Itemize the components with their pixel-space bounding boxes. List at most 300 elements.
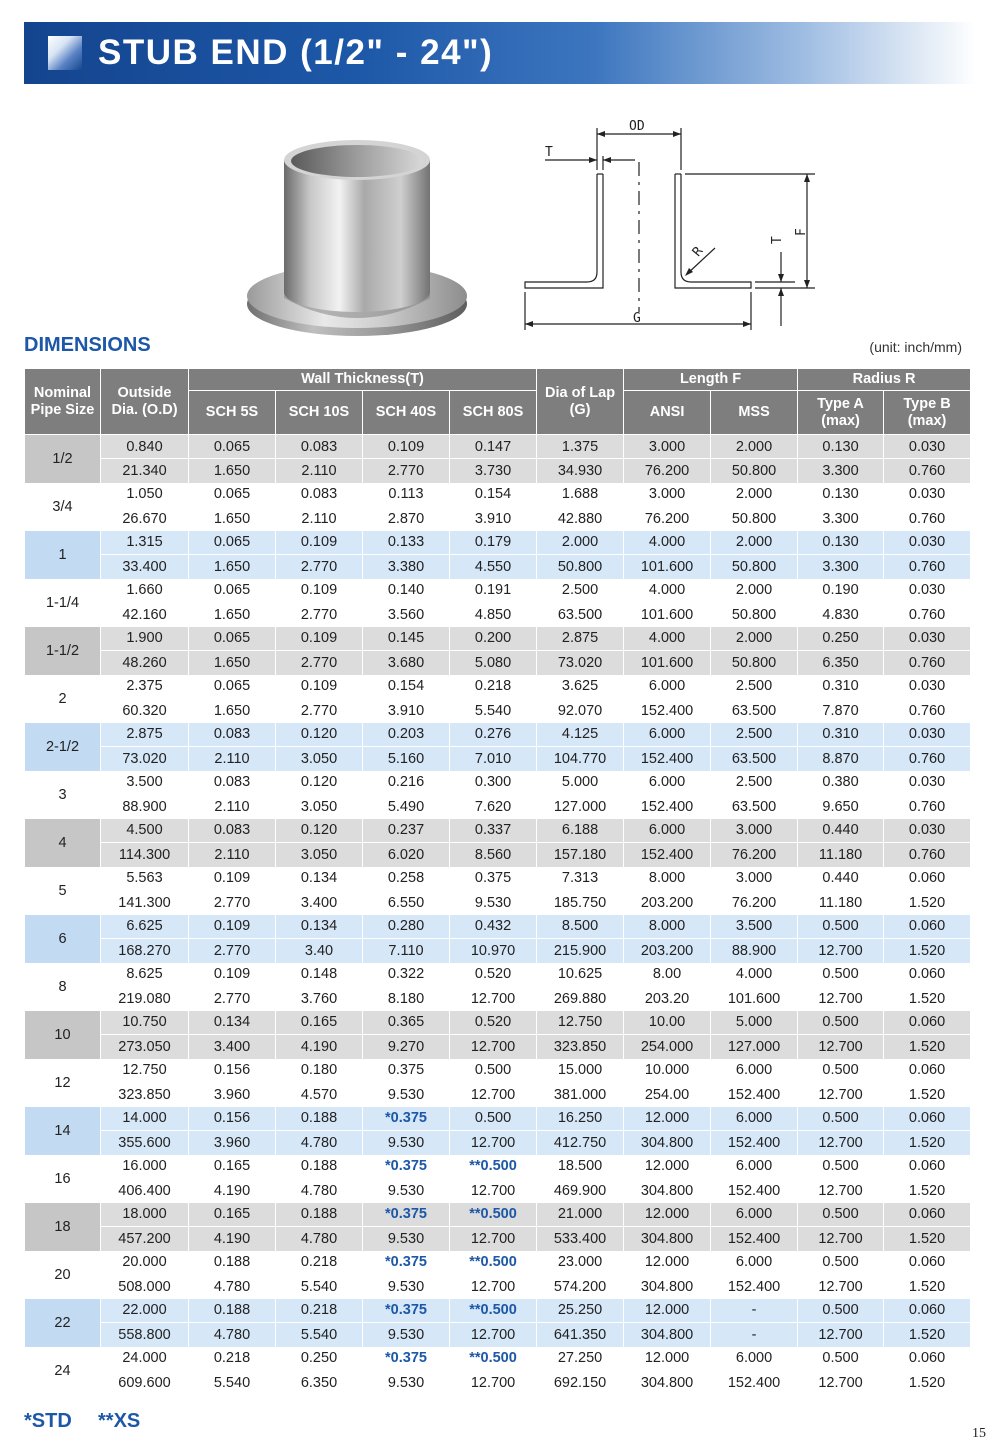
nominal-size-cell: 3 <box>25 771 101 819</box>
table-cell: 4.500 <box>101 819 189 843</box>
table-cell: 203.200 <box>624 891 711 915</box>
table-cell: 0.840 <box>101 435 189 459</box>
table-cell: 2.500 <box>711 771 798 795</box>
table-cell: 50.800 <box>711 555 798 579</box>
table-cell: 16.000 <box>101 1155 189 1179</box>
table-row <box>25 843 971 867</box>
table-cell: 3.40 <box>276 939 363 963</box>
table-cell: 4.850 <box>450 603 537 627</box>
nominal-size-cell: 18 <box>25 1203 101 1251</box>
table-cell: 0.109 <box>276 531 363 555</box>
table-cell: 27.250 <box>537 1347 624 1371</box>
table-cell: 0.030 <box>884 435 971 459</box>
table-cell: 0.065 <box>189 531 276 555</box>
table-cell: 6.000 <box>711 1203 798 1227</box>
table-cell: 1.050 <box>101 483 189 507</box>
header-radius-r: Radius R <box>798 369 971 391</box>
table-cell: 88.900 <box>101 795 189 819</box>
table-cell: 8.000 <box>624 915 711 939</box>
table-cell: 0.154 <box>363 675 450 699</box>
table-cell: 0.380 <box>798 771 884 795</box>
table-cell: 157.180 <box>537 843 624 867</box>
table-cell: 0.188 <box>276 1155 363 1179</box>
table-cell: 8.000 <box>624 867 711 891</box>
table-cell: 0.280 <box>363 915 450 939</box>
table-cell: *0.375 <box>363 1347 450 1371</box>
table-cell: 0.130 <box>798 531 884 555</box>
table-cell: 12.700 <box>450 1083 537 1107</box>
table-row <box>25 1083 971 1107</box>
table-cell: 0.130 <box>798 435 884 459</box>
table-cell: 2.770 <box>276 555 363 579</box>
table-cell: 1.520 <box>884 891 971 915</box>
table-cell: 0.760 <box>884 507 971 531</box>
table-cell: 323.850 <box>537 1035 624 1059</box>
table-cell: 12.750 <box>537 1011 624 1035</box>
nominal-size-cell: 24 <box>25 1347 101 1395</box>
table-cell: 0.500 <box>798 915 884 939</box>
table-cell: 0.109 <box>276 675 363 699</box>
banner-square-icon <box>48 36 82 70</box>
table-cell: 5.540 <box>276 1275 363 1299</box>
table-cell: 9.650 <box>798 795 884 819</box>
table-cell: 8.625 <box>101 963 189 987</box>
table-cell: 2.875 <box>101 723 189 747</box>
table-cell: 0.500 <box>798 1155 884 1179</box>
table-cell: 4.000 <box>624 579 711 603</box>
table-cell: 3.730 <box>450 459 537 483</box>
table-row <box>25 555 971 579</box>
table-cell: 533.400 <box>537 1227 624 1251</box>
table-cell: 0.165 <box>276 1011 363 1035</box>
table-cell: 0.188 <box>189 1251 276 1275</box>
table-cell: 12.000 <box>624 1347 711 1371</box>
nominal-size-cell: 4 <box>25 819 101 867</box>
table-cell: 508.000 <box>101 1275 189 1299</box>
table-cell: 4.780 <box>189 1275 276 1299</box>
table-cell: 0.140 <box>363 579 450 603</box>
table-cell: 12.700 <box>450 1275 537 1299</box>
table-cell: 6.000 <box>711 1155 798 1179</box>
table-cell: 6.350 <box>276 1371 363 1395</box>
table-cell: 42.160 <box>101 603 189 627</box>
table-cell: 88.900 <box>711 939 798 963</box>
table-cell: 0.180 <box>276 1059 363 1083</box>
table-cell: 1.520 <box>884 1131 971 1155</box>
table-cell: 0.760 <box>884 651 971 675</box>
table-cell: 3.760 <box>276 987 363 1011</box>
table-cell: 0.060 <box>884 1107 971 1131</box>
table-cell: 0.030 <box>884 627 971 651</box>
table-cell: 574.200 <box>537 1275 624 1299</box>
table-cell: 127.000 <box>537 795 624 819</box>
table-row <box>25 1059 971 1083</box>
table-cell: 5.540 <box>450 699 537 723</box>
table-cell: 4.000 <box>624 531 711 555</box>
table-cell: 0.760 <box>884 459 971 483</box>
table-cell: 0.250 <box>276 1347 363 1371</box>
table-cell: 406.400 <box>101 1179 189 1203</box>
table-cell: 9.530 <box>363 1323 450 1347</box>
table-cell: 0.500 <box>450 1107 537 1131</box>
table-row <box>25 1011 971 1035</box>
stub-end-photo <box>240 138 474 338</box>
table-cell: 0.276 <box>450 723 537 747</box>
table-cell: 0.165 <box>189 1203 276 1227</box>
table-cell: 6.000 <box>624 723 711 747</box>
table-cell: 33.400 <box>101 555 189 579</box>
table-cell: *0.375 <box>363 1251 450 1275</box>
table-cell: 1.900 <box>101 627 189 651</box>
table-cell: **0.500 <box>450 1347 537 1371</box>
nominal-size-cell: 1-1/4 <box>25 579 101 627</box>
table-cell: 0.065 <box>189 483 276 507</box>
table-cell: 0.300 <box>450 771 537 795</box>
table-row <box>25 1035 971 1059</box>
table-cell: 3.400 <box>276 891 363 915</box>
table-cell: 6.020 <box>363 843 450 867</box>
table-row <box>25 627 971 651</box>
table-cell: 0.060 <box>884 1203 971 1227</box>
size-group <box>25 915 971 963</box>
table-cell: 15.000 <box>537 1059 624 1083</box>
table-cell: 63.500 <box>711 747 798 771</box>
nominal-size-cell: 1-1/2 <box>25 627 101 675</box>
table-row <box>25 579 971 603</box>
table-cell: 12.700 <box>798 1035 884 1059</box>
table-cell: 355.600 <box>101 1131 189 1155</box>
table-cell: 0.120 <box>276 771 363 795</box>
table-cell: 12.000 <box>624 1203 711 1227</box>
stub-end-schematic <box>515 112 815 340</box>
table-cell: 0.030 <box>884 531 971 555</box>
table-cell: 3.300 <box>798 459 884 483</box>
table-cell: 4.190 <box>189 1227 276 1251</box>
table-cell: 0.083 <box>276 483 363 507</box>
table-cell: 0.188 <box>276 1107 363 1131</box>
table-cell: 0.432 <box>450 915 537 939</box>
header-mss: MSS <box>711 391 798 435</box>
table-cell: 7.870 <box>798 699 884 723</box>
table-row <box>25 531 971 555</box>
table-row <box>25 483 971 507</box>
table-cell: 3.000 <box>624 483 711 507</box>
nominal-size-cell: 22 <box>25 1299 101 1347</box>
table-cell: 457.200 <box>101 1227 189 1251</box>
table-cell: 152.400 <box>624 843 711 867</box>
table-cell: 0.500 <box>798 1011 884 1035</box>
table-cell: 0.258 <box>363 867 450 891</box>
table-cell: 304.800 <box>624 1275 711 1299</box>
table-cell: 12.700 <box>798 1083 884 1107</box>
table-cell: **0.500 <box>450 1203 537 1227</box>
table-cell: 2.770 <box>276 603 363 627</box>
table-cell: 1.650 <box>189 603 276 627</box>
table-cell: 3.050 <box>276 795 363 819</box>
table-cell: 6.000 <box>711 1251 798 1275</box>
table-cell: 12.000 <box>624 1299 711 1323</box>
table-row <box>25 723 971 747</box>
size-group <box>25 867 971 915</box>
table-cell: 0.365 <box>363 1011 450 1035</box>
table-cell: 18.000 <box>101 1203 189 1227</box>
nominal-size-cell: 6 <box>25 915 101 963</box>
table-row <box>25 699 971 723</box>
header-sch-80s: SCH 80S <box>450 391 537 435</box>
label-r: R <box>689 244 707 260</box>
table-cell: 3.300 <box>798 507 884 531</box>
nominal-size-cell: 8 <box>25 963 101 1011</box>
table-cell: 12.700 <box>450 987 537 1011</box>
table-cell: *0.375 <box>363 1155 450 1179</box>
table-cell: 104.770 <box>537 747 624 771</box>
table-cell: 1.375 <box>537 435 624 459</box>
table-cell: 7.313 <box>537 867 624 891</box>
table-row <box>25 771 971 795</box>
table-cell: 2.500 <box>711 675 798 699</box>
table-row <box>25 507 971 531</box>
table-cell: 76.200 <box>711 843 798 867</box>
table-row <box>25 939 971 963</box>
header-length-f: Length F <box>624 369 798 391</box>
size-group <box>25 483 971 531</box>
table-cell: 0.337 <box>450 819 537 843</box>
table-cell: 3.910 <box>450 507 537 531</box>
table-cell: 101.600 <box>711 987 798 1011</box>
size-group <box>25 435 971 483</box>
table-cell: 60.320 <box>101 699 189 723</box>
table-cell: 0.060 <box>884 1155 971 1179</box>
table-cell: 6.550 <box>363 891 450 915</box>
table-cell: 9.530 <box>363 1179 450 1203</box>
table-cell: 0.760 <box>884 747 971 771</box>
nominal-size-cell: 1/2 <box>25 435 101 483</box>
table-cell: 12.700 <box>450 1227 537 1251</box>
table-cell: 185.750 <box>537 891 624 915</box>
size-group <box>25 1107 971 1155</box>
table-cell: 3.000 <box>624 435 711 459</box>
nominal-size-cell: 2 <box>25 675 101 723</box>
table-cell: 2.000 <box>711 531 798 555</box>
header-type-a: Type A (max) <box>798 391 884 435</box>
nominal-size-cell: 10 <box>25 1011 101 1059</box>
table-cell: 141.300 <box>101 891 189 915</box>
table-cell: 12.700 <box>798 1131 884 1155</box>
table-row <box>25 795 971 819</box>
table-cell: 1.650 <box>189 507 276 531</box>
table-cell: 1.650 <box>189 699 276 723</box>
table-cell: 0.060 <box>884 1251 971 1275</box>
page-title: STUB END (1/2" - 24") <box>98 33 494 72</box>
table-cell: 152.400 <box>711 1371 798 1395</box>
table-cell: 11.180 <box>798 891 884 915</box>
table-cell: 4.570 <box>276 1083 363 1107</box>
table-cell: 0.109 <box>276 579 363 603</box>
table-cell: 12.000 <box>624 1155 711 1179</box>
table-cell: 0.500 <box>798 1203 884 1227</box>
table-cell: 168.270 <box>101 939 189 963</box>
table-cell: 0.154 <box>450 483 537 507</box>
table-cell: 12.700 <box>798 1323 884 1347</box>
table-cell: 3.960 <box>189 1083 276 1107</box>
table-cell: 2.770 <box>189 987 276 1011</box>
table-cell: 0.191 <box>450 579 537 603</box>
table-cell: 2.110 <box>189 795 276 819</box>
table-cell: 5.000 <box>711 1011 798 1035</box>
table-cell: 11.180 <box>798 843 884 867</box>
table-cell: 4.830 <box>798 603 884 627</box>
table-cell: 2.000 <box>711 435 798 459</box>
table-cell: 5.160 <box>363 747 450 771</box>
table-cell: 4.190 <box>189 1179 276 1203</box>
table-cell: **0.500 <box>450 1251 537 1275</box>
table-cell: 6.000 <box>624 675 711 699</box>
table-cell: 12.700 <box>798 939 884 963</box>
table-cell: 0.179 <box>450 531 537 555</box>
table-cell: 20.000 <box>101 1251 189 1275</box>
table-row <box>25 1155 971 1179</box>
table-cell: 8.180 <box>363 987 450 1011</box>
table-cell: 1.650 <box>189 651 276 675</box>
table-cell: 10.970 <box>450 939 537 963</box>
table-row <box>25 819 971 843</box>
table-cell: 9.530 <box>363 1371 450 1395</box>
table-row <box>25 1179 971 1203</box>
table-cell: 215.900 <box>537 939 624 963</box>
table-cell: 3.050 <box>276 747 363 771</box>
table-cell: 18.500 <box>537 1155 624 1179</box>
table-cell: 9.270 <box>363 1035 450 1059</box>
table-cell: 6.350 <box>798 651 884 675</box>
table-cell: 2.000 <box>711 579 798 603</box>
table-cell: 4.190 <box>276 1035 363 1059</box>
table-row <box>25 603 971 627</box>
table-cell: 0.500 <box>450 1059 537 1083</box>
table-cell: 12.700 <box>450 1179 537 1203</box>
table-cell: **0.500 <box>450 1155 537 1179</box>
size-group <box>25 963 971 1011</box>
table-cell: 152.400 <box>711 1083 798 1107</box>
header-dia-of-lap: Dia of Lap (G) <box>537 369 624 435</box>
table-cell: 0.030 <box>884 579 971 603</box>
table-cell: 0.065 <box>189 627 276 651</box>
table-cell: 76.200 <box>624 459 711 483</box>
table-cell: 12.000 <box>624 1107 711 1131</box>
table-cell: 42.880 <box>537 507 624 531</box>
table-cell: 9.530 <box>450 891 537 915</box>
table-cell: 16.250 <box>537 1107 624 1131</box>
table-cell: 692.150 <box>537 1371 624 1395</box>
header-wall-thickness: Wall Thickness(T) <box>189 369 537 391</box>
table-cell: 6.000 <box>711 1347 798 1371</box>
table-cell: 2.770 <box>363 459 450 483</box>
table-cell: 4.125 <box>537 723 624 747</box>
label-t-right: T <box>770 236 785 244</box>
size-group <box>25 531 971 579</box>
table-cell: 73.020 <box>537 651 624 675</box>
table-cell: 14.000 <box>101 1107 189 1131</box>
table-cell: 10.625 <box>537 963 624 987</box>
label-f: F <box>794 228 809 236</box>
table-cell: 50.800 <box>711 603 798 627</box>
table-cell: 304.800 <box>624 1179 711 1203</box>
table-cell: 1.520 <box>884 1371 971 1395</box>
table-cell: 0.060 <box>884 963 971 987</box>
table-cell: 101.600 <box>624 651 711 675</box>
table-cell: 3.625 <box>537 675 624 699</box>
table-cell: 1.520 <box>884 1083 971 1107</box>
table-cell: 2.770 <box>189 939 276 963</box>
table-cell: 0.060 <box>884 915 971 939</box>
table-cell: *0.375 <box>363 1203 450 1227</box>
table-cell: 0.060 <box>884 1299 971 1323</box>
size-group <box>25 1347 971 1395</box>
table-row <box>25 1323 971 1347</box>
table-cell: 0.120 <box>276 819 363 843</box>
table-cell: 12.750 <box>101 1059 189 1083</box>
table-cell: 0.109 <box>189 915 276 939</box>
table-cell: 0.165 <box>189 1155 276 1179</box>
table-cell: 12.000 <box>624 1251 711 1275</box>
footnote-std: *STD <box>24 1410 72 1432</box>
table-row <box>25 1275 971 1299</box>
table-cell: 412.750 <box>537 1131 624 1155</box>
table-cell: 50.800 <box>711 651 798 675</box>
size-group <box>25 1059 971 1107</box>
table-cell: 0.030 <box>884 819 971 843</box>
table-cell: 0.190 <box>798 579 884 603</box>
table-cell: 0.148 <box>276 963 363 987</box>
unit-note: (unit: inch/mm) <box>869 339 962 355</box>
table-cell: 0.030 <box>884 483 971 507</box>
table-cell: 2.770 <box>276 699 363 723</box>
table-cell: 92.070 <box>537 699 624 723</box>
table-cell: 34.930 <box>537 459 624 483</box>
nominal-size-cell: 5 <box>25 867 101 915</box>
table-cell: 25.250 <box>537 1299 624 1323</box>
table-cell: 101.600 <box>624 603 711 627</box>
table-cell: 0.065 <box>189 579 276 603</box>
table-cell: 63.500 <box>711 795 798 819</box>
table-cell: 0.109 <box>276 627 363 651</box>
table-cell: 12.700 <box>798 1227 884 1251</box>
table-cell: 8.870 <box>798 747 884 771</box>
table-cell: 2.110 <box>276 507 363 531</box>
table-cell: 0.083 <box>276 435 363 459</box>
table-cell: 0.109 <box>189 963 276 987</box>
table-cell: 0.147 <box>450 435 537 459</box>
nominal-size-cell: 2-1/2 <box>25 723 101 771</box>
table-cell: 2.500 <box>537 579 624 603</box>
table-cell: 1.650 <box>189 555 276 579</box>
table-cell: 5.540 <box>189 1371 276 1395</box>
table-cell: 10.000 <box>624 1059 711 1083</box>
table-row <box>25 1347 971 1371</box>
table-cell: 3.910 <box>363 699 450 723</box>
table-cell: 4.780 <box>276 1131 363 1155</box>
table-cell: 5.490 <box>363 795 450 819</box>
table-cell: 0.760 <box>884 699 971 723</box>
table-cell: 0.760 <box>884 795 971 819</box>
table-cell: 0.060 <box>884 1059 971 1083</box>
table-cell: 5.080 <box>450 651 537 675</box>
table-cell: 0.760 <box>884 555 971 579</box>
table-cell: 254.00 <box>624 1083 711 1107</box>
size-group <box>25 1299 971 1347</box>
table-cell: 8.00 <box>624 963 711 987</box>
table-cell: 1.520 <box>884 987 971 1011</box>
table-cell: 3.500 <box>711 915 798 939</box>
